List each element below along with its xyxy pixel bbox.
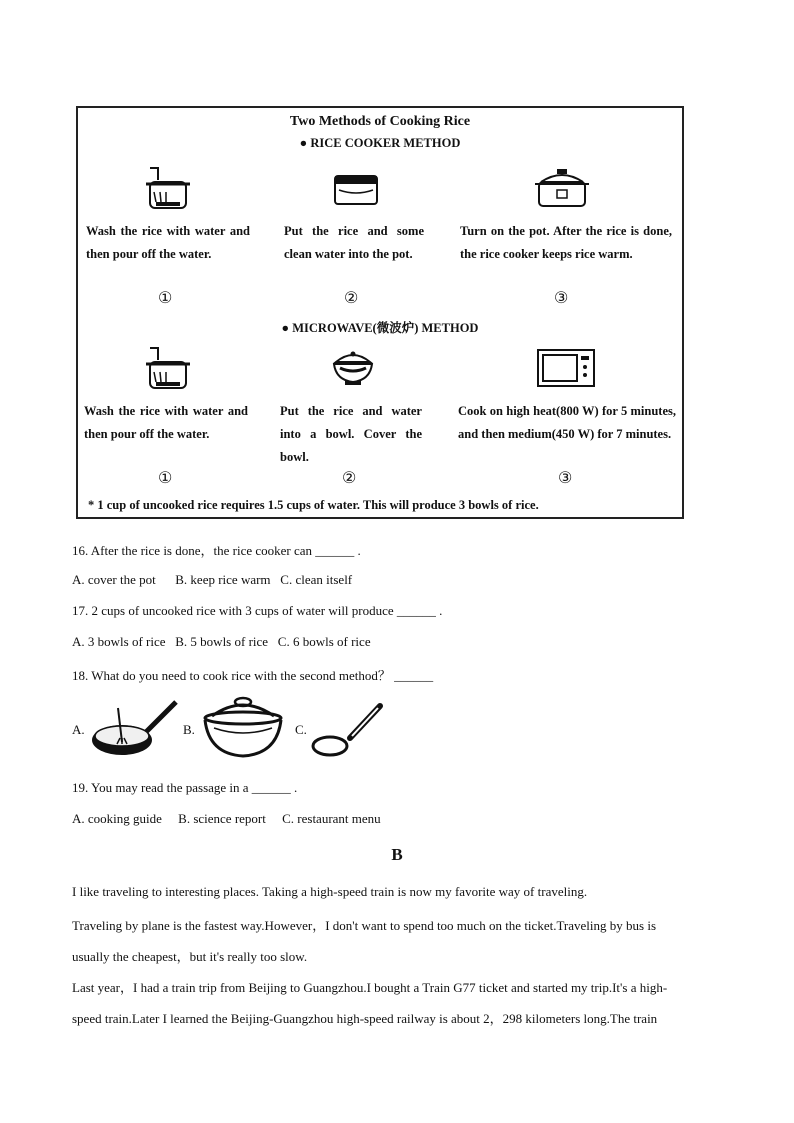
option-a-label: A. — [72, 722, 85, 737]
wok-icon — [88, 698, 180, 760]
method1-step2-text: Put the rice and some clean water into the pot. — [284, 224, 424, 261]
question-16-options: A. cover the pot B. keep rice warm C. clean itself — [72, 572, 353, 587]
passage-line: Last year，I had a train trip from Beijing to Guangzhou.I bought a Train G77 ticket and started my trip.It's a high- — [72, 980, 668, 995]
rice-cooker-method-heading: ● RICE COOKER METHOD — [299, 136, 461, 150]
passage-line: I like traveling to interesting places. Taking a high-speed train is now my favorite way of traveling. — [72, 884, 588, 899]
method2-step1-number: ① — [158, 470, 173, 487]
pot-with-water-icon — [331, 172, 381, 208]
question-17: 17. 2 cups of uncooked rice with 3 cups of water will produce ______ . — [72, 603, 443, 618]
passage-line: usually the cheapest，but it's really too slow. — [72, 949, 308, 964]
method1-step2-number: ② — [344, 290, 359, 307]
microwave-method-heading: ● MICROWAVE(微波炉) METHOD — [281, 321, 479, 335]
method2-step1-text: Wash the rice with water and then pour off the water. — [84, 404, 248, 441]
passage-line: speed train.Later I learned the Beijing-Guangzhou high-speed railway is about 2，298 kilometers long.The train — [72, 1011, 658, 1026]
microwave-icon — [536, 348, 596, 390]
method2-step2-text: Put the rice and water into a bowl. Cover the bowl. — [280, 404, 422, 464]
method2-step2-number: ② — [342, 470, 357, 487]
method1-step1-text: Wash the rice with water and then pour off the water. — [86, 224, 250, 261]
option-c-label: C. — [295, 722, 307, 737]
method1-step3-text: Turn on the pot. After the rice is done, the rice cooker keeps rice warm. — [460, 224, 672, 261]
washing-pot-icon — [140, 166, 196, 212]
question-19-options: A. cooking guide B. science report C. restaurant menu — [72, 811, 381, 826]
question-17-options: A. 3 bowls of rice B. 5 bowls of rice C. 6 bowls of rice — [72, 634, 371, 649]
passage-line: Traveling by plane is the fastest way.However，I don't want to spend too much on the ticket.Traveling by bus is — [72, 918, 657, 933]
method1-step3-number: ③ — [554, 290, 569, 307]
question-18: 18. What do you need to cook rice with the second method？ ______ — [72, 668, 434, 683]
question-19: 19. You may read the passage in a ______ . — [72, 780, 298, 795]
method1-step1-number: ① — [158, 290, 173, 307]
method2-step3-text: Cook on high heat(800 W) for 5 minutes, and then medium(450 W) for 7 minutes. — [458, 404, 676, 441]
figure-note: * 1 cup of uncooked rice requires 1.5 cups of water. This will produce 3 bowls of rice. — [88, 498, 539, 512]
covered-bowl-icon — [330, 348, 376, 388]
cooking-methods-figure — [76, 106, 684, 519]
method2-step3-number: ③ — [558, 470, 573, 487]
ladle-icon — [310, 700, 384, 758]
option-b-label: B. — [183, 722, 195, 737]
figure-title: Two Methods of Cooking Rice — [289, 114, 471, 129]
washing-pot-icon — [140, 346, 196, 392]
question-16: 16. After the rice is done，the rice cooker can ______ . — [72, 543, 361, 558]
rice-cooker-icon — [533, 166, 591, 210]
covered-bowl-icon — [200, 694, 286, 762]
section-b-heading: B — [391, 845, 403, 864]
